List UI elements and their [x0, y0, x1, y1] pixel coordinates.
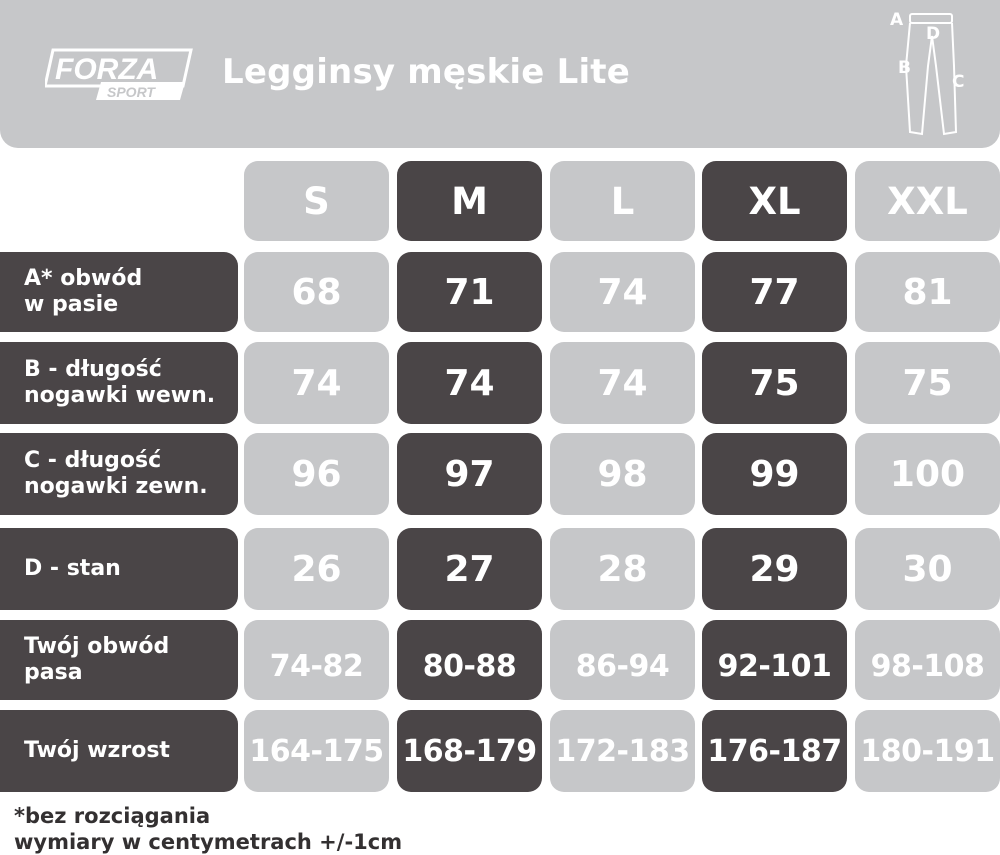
row-label-outseam — [0, 433, 238, 515]
size-header-xl: XL — [702, 161, 847, 241]
diagram-letter-d: D — [926, 24, 941, 44]
table-cell: 68 — [244, 252, 389, 332]
leggings-diagram — [888, 6, 974, 138]
table-cell: 26 — [244, 528, 389, 610]
table-cell: 74 — [550, 342, 695, 424]
row-label-inseam — [0, 342, 238, 424]
size-header-m: M — [397, 161, 542, 241]
table-cell: 30 — [855, 528, 1000, 610]
table-cell: 96 — [244, 433, 389, 515]
table-cell: 75 — [855, 342, 1000, 424]
table-cell: 74 — [550, 252, 695, 332]
row-label-rise — [0, 528, 238, 610]
row-label-text: C - długość nogawki zewn. — [24, 448, 208, 499]
table-cell: 27 — [397, 528, 542, 610]
diagram-letter-a: A — [890, 10, 904, 30]
row-label-text: A* obwód w pasie — [24, 266, 143, 317]
header-bar — [0, 0, 1000, 148]
page-title: Legginsy męskie Lite — [222, 52, 631, 92]
size-header-l: L — [550, 161, 695, 241]
table-cell: 98 — [550, 433, 695, 515]
logo-brand-text: FORZA — [55, 53, 159, 86]
table-cell: 164-175 — [244, 710, 389, 792]
row-label-your-waist — [0, 620, 238, 700]
logo-sub-text: SPORT — [107, 84, 155, 100]
row-label-your-height — [0, 710, 238, 792]
table-cell: 100 — [855, 433, 1000, 515]
size-header-s: S — [244, 161, 389, 241]
table-cell: 172-183 — [550, 710, 695, 792]
table-cell: 86-94 — [550, 620, 695, 700]
table-cell: 74 — [397, 342, 542, 424]
table-cell: 99 — [702, 433, 847, 515]
diagram-letter-b: B — [898, 58, 911, 78]
forza-sport-logo — [45, 48, 193, 100]
table-cell: 168-179 — [397, 710, 542, 792]
row-label-text: Twój obwód pasa — [24, 634, 170, 685]
row-label-text: B - długość nogawki wewn. — [24, 357, 216, 408]
row-label-waist — [0, 252, 238, 332]
table-cell: 77 — [702, 252, 847, 332]
table-cell: 29 — [702, 528, 847, 610]
footnote: *bez rozciągania wymiary w centymetrach +/-1cm — [14, 804, 403, 854]
table-cell: 97 — [397, 433, 542, 515]
row-label-text: Twój wzrost — [24, 738, 170, 763]
table-cell: 92-101 — [702, 620, 847, 700]
table-cell: 74-82 — [244, 620, 389, 700]
table-cell: 80-88 — [397, 620, 542, 700]
row-label-text: D - stan — [24, 556, 121, 581]
table-cell: 74 — [244, 342, 389, 424]
size-header-xxl: XXL — [855, 161, 1000, 241]
table-cell: 71 — [397, 252, 542, 332]
table-cell: 98-108 — [855, 620, 1000, 700]
diagram-letter-c: C — [952, 72, 965, 92]
table-cell: 75 — [702, 342, 847, 424]
table-cell: 81 — [855, 252, 1000, 332]
table-cell: 176-187 — [702, 710, 847, 792]
table-cell: 180-191 — [855, 710, 1000, 792]
table-cell: 28 — [550, 528, 695, 610]
